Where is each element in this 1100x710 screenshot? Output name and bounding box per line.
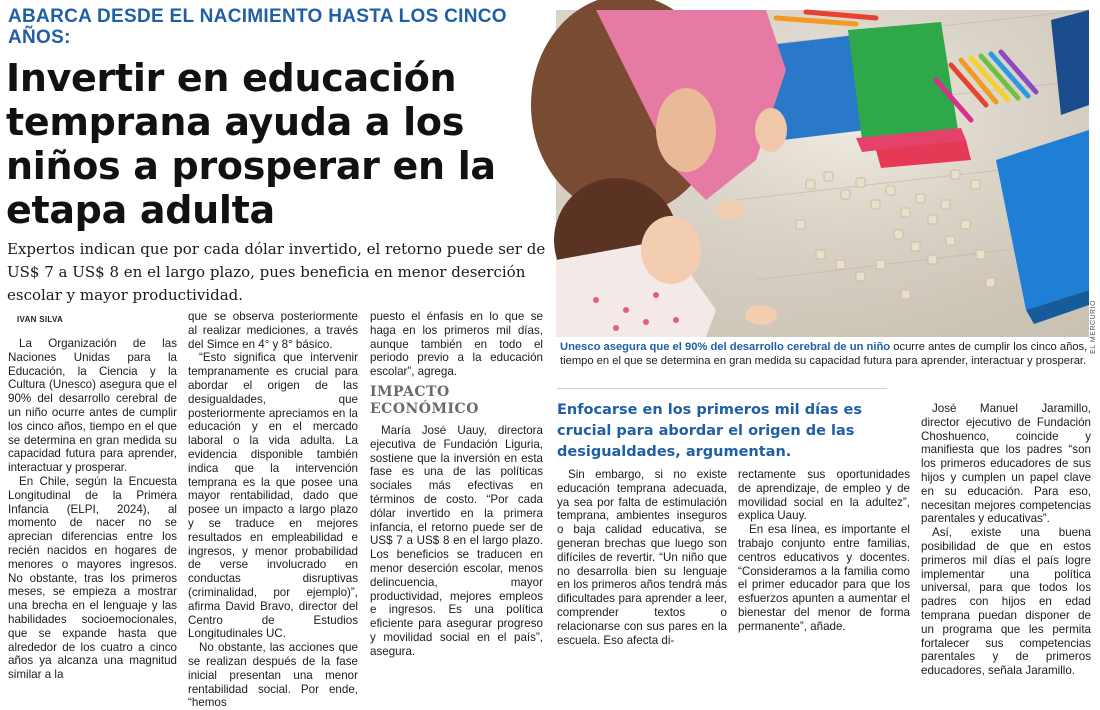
paragraph: No obstante, las acciones que se realizan después de la fase inicial presentan una menor rentabilidad social. Por ende, “hemos bbox=[188, 641, 358, 710]
body-column-5 bbox=[738, 468, 910, 634]
photo-caption bbox=[560, 340, 1090, 368]
paragraph: que se observa posteriormente al realizar mediciones, a través del Simce en 4° y 8° básico. bbox=[188, 310, 358, 351]
divider bbox=[557, 388, 887, 389]
headline: Invertir en educación temprana ayuda a los niños a prosperar en la etapa adulta bbox=[6, 56, 496, 232]
caption-text: ocurre antes de cumplir los cinco años, tiempo en el que se determina en gran medida su capacidad futura para aprender, interactuar y prosperar. bbox=[560, 341, 1088, 367]
paragraph: La Organización de las Naciones Unidas para la Educación, la Ciencia y la Cultura (Unesco) asegura que el 90% del desarrollo cerebral de un niño ocurre antes de cumplir los cinco años, tiempo en el que se determina en gran medida su capacidad futura para aprender, interactuar y prosperar. bbox=[8, 337, 177, 475]
body-column-1 bbox=[8, 337, 177, 682]
paragraph: puesto el énfasis en lo que se haga en los primeros mil días, aunque también en todo el periodo previo a la educación escolar”, agrega. bbox=[370, 310, 543, 379]
paragraph: José Manuel Jaramillo, director ejecutivo de Fundación Choshuenco, coincide y manifiesta que los padres “son los primeros educadores de sus hijos y cumplen un papel clave en su educación. Para eso, necesitan mejores competencias parentales y educativas”. bbox=[921, 402, 1091, 526]
body-column-6 bbox=[921, 402, 1091, 678]
deck: Expertos indican que por cada dólar invertido, el retorno puede ser de US$ 7 a US$ 8 en el largo plazo, pues beneficia en menor deserción escolar y mayor productividad. bbox=[7, 240, 546, 304]
body-column-4 bbox=[557, 468, 727, 647]
subhead-impacto-economico: IMPACTO ECONÓMICO bbox=[370, 383, 479, 417]
byline: IVAN SILVA bbox=[17, 315, 64, 324]
body-column-3 bbox=[370, 310, 543, 659]
body-column-2 bbox=[188, 310, 358, 710]
article-photo bbox=[556, 10, 1089, 337]
paragraph: Así, existe una buena posibilidad de que en estos primeros mil días el país logre implementar una política universal, para que todos los padres con hijos en edad temprana puedan disponer de un programa que les permita fortalecer sus competencias parentales y de primeros educadores, señala Jaramillo. bbox=[921, 526, 1091, 678]
paragraph: En esa línea, es importante el trabajo conjunto entre familias, centros educativos y docentes. “Consideramos a la familia como el primer educador para que los esfuerzos apunten a aumentar el bienestar del menor de forma permanente”, añade. bbox=[738, 523, 910, 633]
paragraph: María José Uauy, directora ejecutiva de Fundación Liguria, sostiene que la inversión en esta fase es una de las políticas sociales más efectivas en términos de costo. “Por cada dólar invertido en la primera infancia, el retorno puede ser de US$ 7 a US$ 8 en el largo plazo. Los beneficios se traducen en menor deserción escolar, menos delincuencia, mayor productividad, mejores empleos e ingresos. Es una política eficiente para asegurar progreso y movilidad social en el país”, asegura. bbox=[370, 423, 543, 658]
caption-lead: Unesco asegura que el 90% del desarrollo cerebral de un niño bbox=[560, 341, 891, 353]
pull-quote: Enfocarse en los primeros mil días es crucial para abordar el origen de las desigualdades, argumentan. bbox=[557, 402, 862, 460]
paragraph: En Chile, según la Encuesta Longitudinal de la Primera Infancia (ELPI, 2024), al momento de nacer no se aprecian diferencias entre los recién nacidos en hogares de menores o mayores ingresos. No obstante, tras los primeros meses, se empieza a mostrar una brecha en el lenguaje y las habilidades socioemocionales, que se expande hasta que alrededor de los cuatro a cinco años ya alcanza una magnitud similar a la bbox=[8, 474, 177, 682]
paragraph: “Esto significa que intervenir tempranamente es crucial para abordar el origen de las desigualdades, que posteriormente apreciamos en la educación y en el mercado laboral o la vida adulta. La evidencia disponible también indica que la intervención temprana es la que posee una mayor rentabilidad, dado que posee un impacto a largo plazo y se traduce en mejores resultados en empleabilidad e ingresos, y menor probabilidad de verse involucrado en conductas disruptivas (criminalidad, por ejemplo)”, afirma David Bravo, director del Centro de Estudios Longitudinales UC. bbox=[188, 351, 358, 641]
kicker: ABARCA DESDE EL NACIMIENTO HASTA LOS CINCO AÑOS: bbox=[8, 6, 507, 48]
paragraph: Sin embargo, si no existe educación temprana adecuada, ya sea por falta de estimulación temprana, ambientes inseguros o baja calidad educativa, se generan brechas que luego son difíciles de revertir. “Un niño que no desarrolla bien su lenguaje en los primeros años tendrá más dificultades para aprender a leer, comprender textos o relacionarse con sus pares en la escuela. Eso afecta di- bbox=[557, 468, 727, 647]
paragraph: rectamente sus oportunidades de aprendizaje, de empleo y de movilidad social en la adultez”, explica Uauy. bbox=[738, 468, 910, 523]
photo-illustration bbox=[556, 10, 1089, 337]
photo-credit: EL MERCURIO bbox=[1090, 300, 1097, 354]
